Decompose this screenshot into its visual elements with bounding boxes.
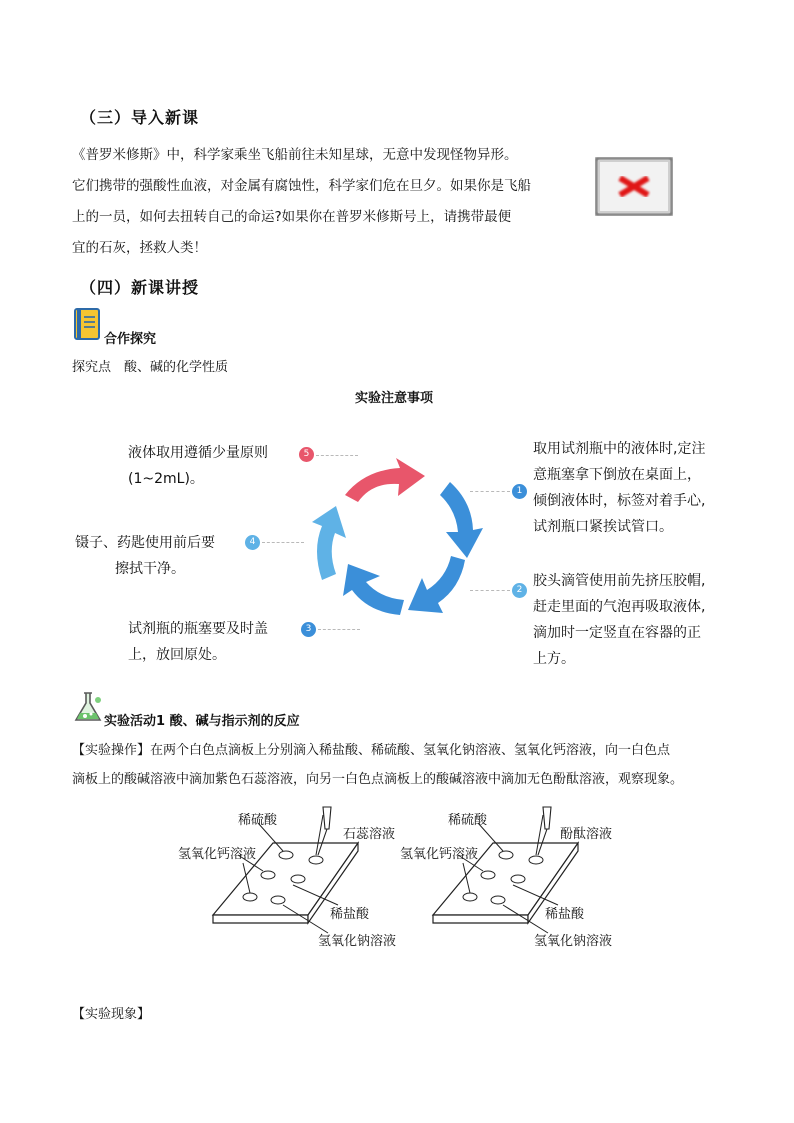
cycle-arrow-blue-1	[440, 482, 483, 558]
step-badge-3: 3	[301, 622, 316, 637]
label-hcl: 稀盐酸	[330, 907, 370, 922]
cycle-arrow-lightblue	[312, 506, 346, 580]
cycle-item-line: 试剂瓶的瓶塞要及时盖	[128, 621, 268, 637]
section-heading-new-lesson: （四）新课讲授	[80, 278, 200, 297]
step-badge-4: 4	[245, 535, 260, 550]
cycle-item-line: 镊子、药匙使用前后要	[75, 535, 215, 551]
label-hcl: 稀盐酸	[545, 907, 585, 922]
operation-line: 【实验操作】在两个白色点滴板上分别滴入稀盐酸、稀硫酸、氢氧化钠溶液、氢氧化钙溶液，向一白色点	[72, 743, 671, 758]
cycle-arrow-blue-2	[408, 556, 465, 613]
label-sulfuric: 稀硫酸	[448, 813, 488, 828]
leader-line-2	[470, 590, 510, 591]
cycle-arrow-red	[345, 458, 425, 502]
activity-operation	[72, 736, 772, 794]
leader-line-4	[262, 542, 304, 543]
intro-line: 《普罗米修斯》中，科学家乘坐飞船前往未知星球，无意中发现怪物异形。	[72, 147, 518, 163]
cycle-item-line: 胶头滴管使用前先挤压胶帽,	[533, 573, 706, 589]
cycle-arrow-blue-3	[343, 564, 404, 615]
intro-line: 宜的石灰，拯救人类！	[72, 240, 207, 256]
label-sulfuric: 稀硫酸	[238, 813, 278, 828]
label-indicator: 酚酞溶液	[560, 827, 613, 842]
cycle-item-4	[75, 530, 245, 582]
section-heading-intro: （三）导入新课	[80, 108, 200, 127]
cycle-item-line: 意瓶塞拿下倒放在桌面上，	[533, 467, 701, 483]
cycle-title: 实验注意事项	[355, 391, 434, 406]
leader-line-1	[470, 491, 510, 492]
cycle-item-line: 上，放回原处。	[128, 647, 226, 663]
spot-plate-litmus	[178, 805, 408, 950]
cycle-item-1	[533, 436, 753, 540]
cycle-item-line: 液体取用遵循少量原则	[128, 445, 268, 461]
cycle-item-line: 擦拭干净。	[115, 561, 185, 577]
cycle-item-line: 上方。	[533, 651, 575, 667]
phenomenon-label: 【实验现象】	[72, 1007, 151, 1022]
label-indicator: 石蕊溶液	[343, 827, 396, 842]
label-calcium: 氢氧化钙溶液	[178, 847, 257, 862]
cycle-item-5	[128, 440, 298, 492]
cycle-arrows	[300, 440, 500, 640]
cycle-item-line: 取用试剂瓶中的液体时,定注	[533, 441, 706, 457]
cycle-item-line: 倾倒液体时，标签对着手心,	[533, 493, 706, 509]
operation-line: 滴板上的酸碱溶液中滴加紫色石蕊溶液，向另一白色点滴板上的酸碱溶液中滴加无色酚酞溶液，观察现象。	[72, 772, 684, 787]
cycle-item-line: 试剂瓶口紧挨试管口。	[533, 519, 673, 535]
cycle-item-line: 滴加时一定竖直在容器的正	[533, 625, 701, 641]
intro-paragraph	[72, 140, 542, 264]
leader-line-5	[316, 455, 358, 456]
label-calcium: 氢氧化钙溶液	[400, 847, 479, 862]
cycle-item-line: (1~2mL)。	[128, 471, 204, 487]
label-sodium: 氢氧化钠溶液	[534, 934, 613, 949]
label-sodium: 氢氧化钠溶液	[318, 934, 397, 949]
notebook-icon	[74, 308, 102, 341]
spot-plate-phenolphthalein	[398, 805, 628, 950]
intro-line: 上的一员，如何去扭转自己的命运?如果你在普罗米修斯号上，请携带最便	[72, 209, 512, 225]
cycle-item-line: 赶走里面的气泡再吸取液体,	[533, 599, 706, 615]
coop-title: 合作探究	[104, 332, 157, 347]
broken-image-icon	[595, 157, 673, 216]
explore-point: 探究点 酸、碱的化学性质	[72, 360, 229, 375]
cycle-item-2	[533, 568, 753, 672]
cycle-item-3	[128, 616, 303, 668]
activity-title: 实验活动1 酸、碱与指示剂的反应	[104, 714, 300, 729]
flask-icon	[72, 690, 106, 724]
leader-line-3	[318, 629, 360, 630]
step-badge-2: 2	[512, 583, 527, 598]
intro-line: 它们携带的强酸性血液，对金属有腐蚀性，科学家们危在旦夕。如果你是飞船	[72, 178, 531, 194]
step-badge-5: 5	[299, 447, 314, 462]
step-badge-1: 1	[512, 484, 527, 499]
